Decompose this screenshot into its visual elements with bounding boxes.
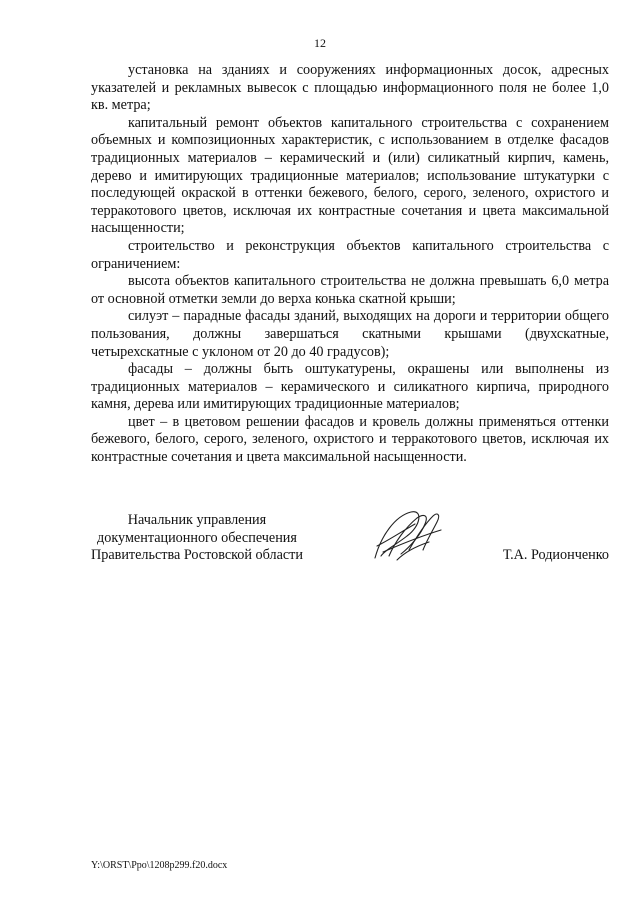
signatory-title-line-1: Начальник управления: [127, 512, 267, 528]
document-body: [91, 62, 609, 467]
signatory-title-line-3: Правительства Ростовской области: [91, 547, 303, 564]
signatory-title: [91, 512, 303, 565]
paragraph-information-boards: установка на зданиях и сооружениях информационных досок, адресных указателей и рекламных вывесок с площадью информационного поля не более 1,0 кв. метра;: [91, 62, 609, 114]
paragraph-construction-limits: строительство и реконструкция объектов капитального строительства с ограничением:: [91, 237, 609, 272]
handwritten-signature-icon: [371, 506, 447, 568]
paragraph-silhouette: силуэт – парадные фасады зданий, выходящих на дороги и территории общего пользования, должны завершаться скатными крышами (двухскатные, четырехскатные с уклоном от 20 до 40 градусов);: [91, 308, 609, 360]
signature-block: [91, 512, 609, 572]
signatory-title-line-2: документационного обеспечения: [97, 529, 297, 546]
paragraph-color: цвет – в цветовом решении фасадов и кровель должны применяться оттенки бежевого, белого, серого, зеленого, охристого и терракотового цветов, исключая их контрастные сочетания и цвета максимальной насыщенности.: [91, 413, 609, 466]
paragraph-facades: фасады – должны быть оштукатурены, окрашены или выполнены из традиционных материалов – керамического и силикатного кирпича, природного камня, дерева или имитирующих традиционные материалов;: [91, 361, 609, 413]
document-file-path: Y:\ORST\Ppo\1208p299.f20.docx: [91, 860, 228, 871]
page-number: 12: [314, 36, 326, 50]
signatory-name: Т.А. Родионченко: [502, 547, 609, 563]
paragraph-capital-repair: капитальный ремонт объектов капитального строительства с сохранением объемных и композиционных характеристик, с использованием в отделке фасадов традиционных материалов – керамический и (или) силикатный кирпич, камень, дерево и имитирующих традиционные материалов; использование штукатурки с последующей окраской в оттенки бежевого, белого, серого, зеленого, охристого и терракотового цветов, исключая их контрастные сочетания и цвета максимальной насыщенности;: [91, 114, 609, 237]
paragraph-height-limit: высота объектов капитального строительства не должна превышать 6,0 метра от основной отметки земли до верха конька скатной крыши;: [91, 273, 609, 307]
